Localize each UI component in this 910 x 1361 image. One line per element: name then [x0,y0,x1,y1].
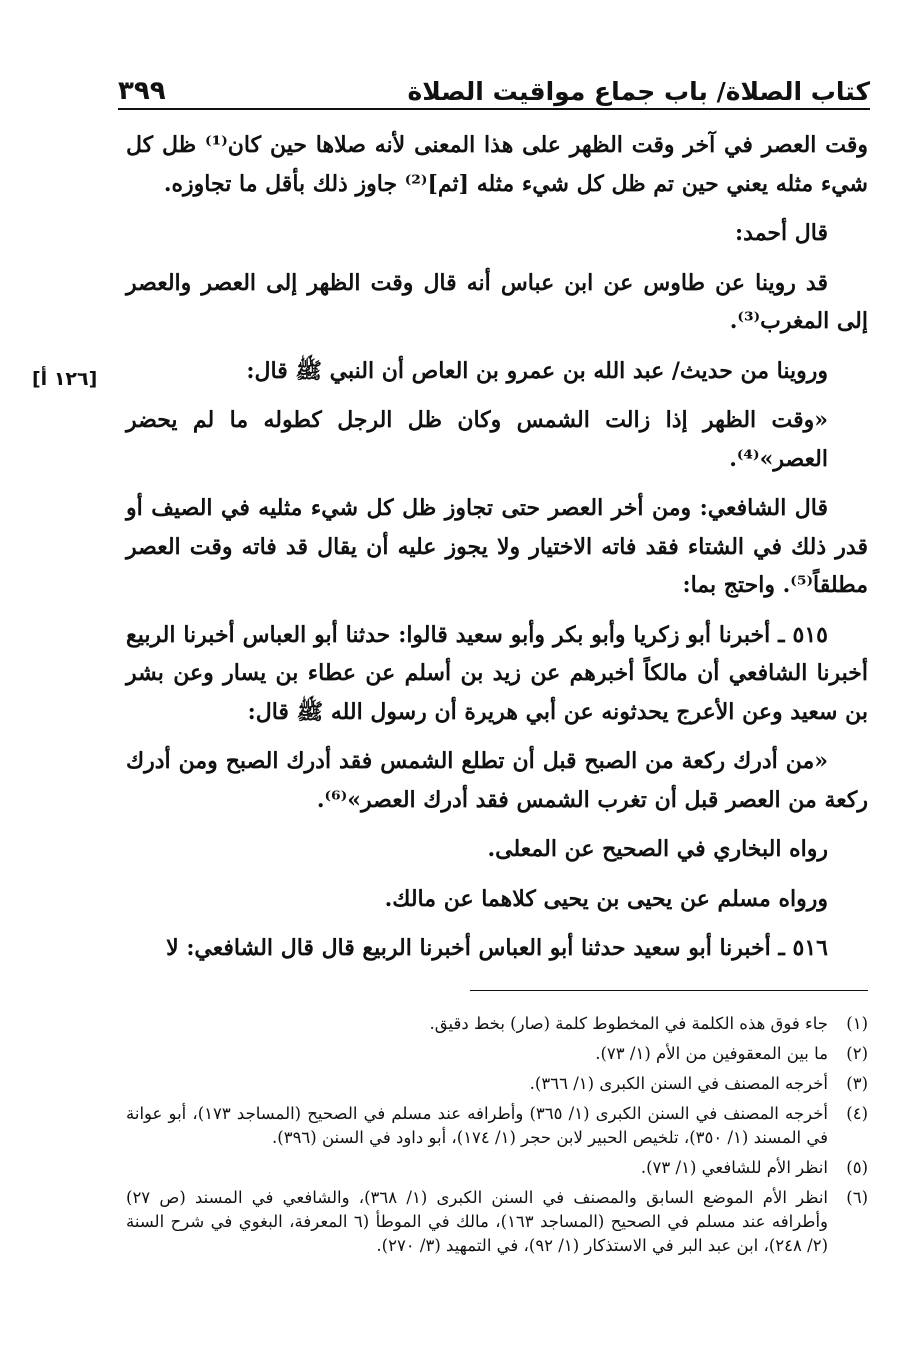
paragraph: رواه البخاري في الصحيح عن المعلى. [487,836,828,862]
footnote-text: انظر الأم للشافعي (١/ ٧٣). [640,1158,828,1177]
page-number: ٣٩٩ [118,76,166,106]
footnote-text: ما بين المعقوفين من الأم (١/ ٧٣). [595,1044,828,1063]
footnotes [126,1012,868,1264]
footnote-number: (١) [846,1014,868,1033]
footnote-number: (٣) [846,1074,868,1093]
footnote [126,1102,868,1150]
hadith-paragraph: ٥١٥ ـ أخبرنا أبو زكريا وأبو بكر وأبو سعيد قالوا: حدثنا أبو العباس أخبرنا الربيع أخبرنا الشافعي أن مالكاً أخبرهم عن زيد بن أسلم عن عطاء بن يسار وعن بشر بن سعيد وعن الأعرج يحدثونه عن أبي هريرة أن رسول الله ﷺ قال: [126,621,868,725]
page-header [118,58,870,106]
footnote [126,1012,868,1036]
footnote [126,1156,868,1180]
footnote-number: (٤) [846,1104,868,1123]
paragraph: قال أحمد: [735,220,828,246]
paragraph: «من أدرك ركعة من الصبح قبل أن تطلع الشمس فقد أدرك الصبح ومن أدرك ركعة من العصر قبل أن تغرب الشمس فقد أدرك العصر»⁽⁶⁾. [126,748,868,813]
running-title: كتاب الصلاة/ باب جماع مواقيت الصلاة [407,77,870,106]
hadith-paragraph: ٥١٦ ـ أخبرنا أبو سعيد حدثنا أبو العباس أخبرنا الربيع قال قال الشافعي: لا [166,935,828,961]
footnote-rule [470,990,868,991]
footnote-text: أخرجه المصنف في السنن الكبرى (١/ ٣٦٥) وأطرافه عند مسلم في الصحيح (المساجد ١٧٣)، أبو عوانة في المسند (١/ ٣٥٠)، تلخيص الحبير لابن حجر (١/ ١٧٤)، أبو داود في السنن (٣٩٦). [126,1104,828,1147]
paragraph: ورواه مسلم عن يحيى بن يحيى كلاهما عن مالك. [384,885,828,912]
footnote-number: (٢) [846,1044,868,1063]
footnote-text: أخرجه المصنف في السنن الكبرى (١/ ٣٦٦). [529,1074,828,1093]
footnote-text: جاء فوق هذه الكلمة في المخطوط كلمة (صار) بخط دقيق. [429,1014,828,1033]
margin-note: [١٢٦ أ] [32,368,98,390]
header-rule [118,108,870,110]
footnote [126,1186,868,1258]
paragraph: «وقت الظهر إذا زالت الشمس وكان ظل الرجل كطوله ما لم يحضر العصر»⁽⁴⁾. [126,407,828,472]
paragraph: قد روينا عن طاوس عن ابن عباس أنه قال وقت الظهر إلى العصر والعصر إلى المغرب⁽³⁾. [126,269,868,334]
footnote [126,1072,868,1096]
footnote-text: انظر الأم الموضع السابق والمصنف في السنن الكبرى (١/ ٣٦٨)، والشافعي في المسند (ص ٢٧) وأطرافه عند مسلم في الصحيح (المساجد ١٦٣)، مالك في الموطأ (٦ المعرفة، البغوي في شرح السنة (٢/ ٢٤٨)، ابن عبد البر في الاستذكار (١/ ٩٢)، في التمهيد (٣/ ٢٧٠). [126,1188,828,1255]
paragraph: وروينا من حديث/ عبد الله بن عمرو بن العاص أن النبي ﷺ قال: [246,357,828,384]
paragraph: قال الشافعي: ومن أخر العصر حتى تجاوز ظل كل شيء مثليه في الصيف أو قدر ذلك في الشتاء فقد فاته الاختيار ولا يجوز عليه أن يقال قد فاته وقت العصر مطلقاً⁽⁵⁾. واحتج بما: [126,495,868,598]
paragraph: وقت العصر في آخر وقت الظهر على هذا المعنى لأنه صلاها حين كان⁽¹⁾ ظل كل شيء مثله يعني حين تم ظل كل شيء مثله [ثم]⁽²⁾ جاوز ذلك بأقل ما تجاوزه. [126,132,869,197]
footnote-number: (٦) [846,1188,868,1207]
footnote [126,1042,868,1066]
footnote-number: (٥) [846,1158,868,1177]
main-text [126,126,868,979]
